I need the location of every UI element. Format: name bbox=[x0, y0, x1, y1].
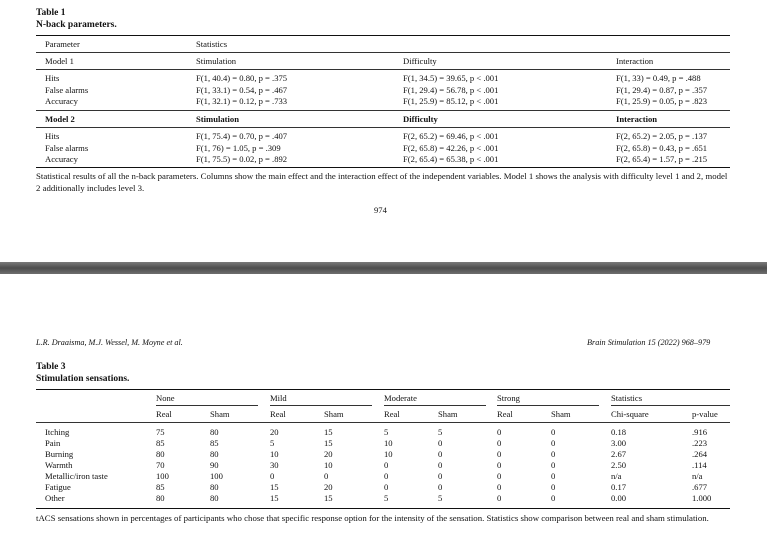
stat-cell: F(2, 65.2) = 69.46, p < .001 bbox=[403, 131, 499, 141]
value-cell: 80 bbox=[210, 449, 219, 459]
table1-top-rule bbox=[36, 35, 730, 36]
value-cell: 0 bbox=[438, 471, 443, 481]
value-cell: n/a bbox=[611, 471, 622, 481]
stat-cell: F(1, 76) = 1.05, p = .309 bbox=[196, 142, 281, 153]
table3-bottom-rule bbox=[36, 508, 730, 509]
value-cell: 0 bbox=[497, 449, 502, 459]
group-rule bbox=[384, 405, 486, 406]
value-cell: .114 bbox=[692, 460, 707, 470]
value-cell: 10 bbox=[384, 449, 393, 459]
sub-header: Real bbox=[156, 409, 172, 419]
value-cell: 0 bbox=[551, 438, 556, 448]
table1-header-statistics: Statistics bbox=[196, 39, 228, 49]
value-cell: 10 bbox=[270, 449, 279, 459]
model1-col-difficulty: Difficulty bbox=[403, 56, 437, 66]
value-cell: 80 bbox=[210, 427, 219, 437]
row-label: Warmth bbox=[45, 460, 73, 470]
value-cell: 0 bbox=[384, 482, 389, 492]
row-label: Accuracy bbox=[45, 96, 78, 106]
top-page bbox=[0, 0, 767, 262]
value-cell: 85 bbox=[156, 438, 165, 448]
value-cell: 0.00 bbox=[611, 493, 627, 503]
stat-cell: F(1, 33.1) = 0.54, p = .467 bbox=[196, 84, 288, 95]
bottom-page bbox=[0, 274, 767, 555]
stat-cell: F(1, 25.9) = 85.12, p < .001 bbox=[403, 96, 499, 106]
value-cell: 0 bbox=[497, 482, 502, 492]
table1-rule bbox=[36, 52, 730, 53]
stat-cell: F(1, 40.4) = 0.80, p = .375 bbox=[196, 73, 288, 83]
model2-col-stimulation: Stimulation bbox=[196, 114, 239, 124]
table1-rule bbox=[36, 110, 730, 111]
table3-rule bbox=[36, 422, 730, 423]
table1-label: Table 1 bbox=[36, 8, 66, 18]
group-header-none: None bbox=[156, 393, 175, 403]
value-cell: 0 bbox=[497, 460, 502, 470]
sub-header: Real bbox=[270, 409, 286, 419]
stat-cell: F(2, 65.8) = 0.43, p = .651 bbox=[616, 142, 708, 153]
value-cell: 75 bbox=[156, 427, 165, 437]
value-cell: 10 bbox=[384, 438, 393, 448]
value-cell: 0 bbox=[551, 482, 556, 492]
group-header-moderate: Moderate bbox=[384, 393, 417, 403]
value-cell: 2.67 bbox=[611, 449, 627, 459]
value-cell: 10 bbox=[324, 460, 333, 470]
sub-header: Sham bbox=[551, 409, 571, 419]
row-label: Metallic/iron taste bbox=[45, 471, 108, 481]
row-label: Hits bbox=[45, 131, 60, 141]
value-cell: 85 bbox=[210, 438, 219, 448]
value-cell: 0 bbox=[551, 460, 556, 470]
stat-cell: F(1, 75.5) = 0.02, p = .892 bbox=[196, 154, 288, 164]
value-cell: 0 bbox=[438, 438, 443, 448]
value-cell: 5 bbox=[384, 493, 389, 503]
group-rule bbox=[497, 405, 599, 406]
value-cell: 15 bbox=[270, 493, 279, 503]
value-cell: .677 bbox=[692, 482, 708, 492]
model1-col-interaction: Interaction bbox=[616, 56, 654, 66]
value-cell: 80 bbox=[210, 493, 219, 503]
row-label: False alarms bbox=[45, 84, 89, 95]
sub-header: Chi-square bbox=[611, 409, 649, 419]
value-cell: 20 bbox=[324, 449, 333, 459]
row-label: Other bbox=[45, 493, 65, 503]
value-cell: 0 bbox=[497, 471, 502, 481]
value-cell: .916 bbox=[692, 427, 708, 437]
stat-cell: F(1, 34.5) = 39.65, p < .001 bbox=[403, 73, 499, 83]
sub-header: Sham bbox=[210, 409, 230, 419]
page-separator bbox=[0, 262, 767, 274]
value-cell: 1.000 bbox=[692, 493, 712, 503]
value-cell: 0 bbox=[384, 471, 389, 481]
group-header-statistics: Statistics bbox=[611, 393, 643, 403]
value-cell: 0 bbox=[497, 493, 502, 503]
value-cell: 90 bbox=[210, 460, 219, 470]
value-cell: 100 bbox=[156, 471, 169, 481]
stat-cell: F(2, 65.8) = 42.26, p < .001 bbox=[403, 142, 499, 153]
value-cell: 0 bbox=[551, 449, 556, 459]
page-number: 974 bbox=[374, 205, 387, 215]
value-cell: 0 bbox=[438, 460, 443, 470]
sub-header: Real bbox=[384, 409, 400, 419]
value-cell: 0 bbox=[270, 471, 275, 481]
group-rule bbox=[270, 405, 372, 406]
value-cell: 0 bbox=[324, 471, 329, 481]
value-cell: 0 bbox=[551, 493, 556, 503]
value-cell: 20 bbox=[270, 427, 279, 437]
table1-bottom-rule bbox=[36, 167, 730, 168]
row-label: Pain bbox=[45, 438, 61, 448]
stat-cell: F(1, 33) = 0.49, p = .488 bbox=[616, 73, 701, 83]
sub-header: Sham bbox=[324, 409, 344, 419]
value-cell: 0 bbox=[551, 427, 556, 437]
value-cell: 0 bbox=[551, 471, 556, 481]
table3-label: Table 3 bbox=[36, 362, 66, 372]
value-cell: 20 bbox=[324, 482, 333, 492]
value-cell: 0 bbox=[497, 427, 502, 437]
value-cell: .264 bbox=[692, 449, 708, 459]
row-label: Hits bbox=[45, 73, 60, 83]
group-rule bbox=[611, 405, 730, 406]
value-cell: 0 bbox=[438, 449, 443, 459]
stat-cell: F(1, 25.9) = 0.05, p = .823 bbox=[616, 96, 708, 106]
value-cell: 85 bbox=[156, 482, 165, 492]
stat-cell: F(1, 29.4) = 0.87, p = .357 bbox=[616, 84, 708, 95]
stat-cell: F(2, 65.4) = 1.57, p = .215 bbox=[616, 154, 708, 164]
value-cell: 0 bbox=[438, 482, 443, 492]
row-label: Itching bbox=[45, 427, 70, 437]
value-cell: 2.50 bbox=[611, 460, 627, 470]
group-header-strong: Strong bbox=[497, 393, 520, 403]
value-cell: n/a bbox=[692, 471, 703, 481]
sub-header: p-value bbox=[692, 409, 718, 419]
stat-cell: F(1, 29.4) = 56.78, p < .001 bbox=[403, 84, 499, 95]
model2-col-difficulty: Difficulty bbox=[403, 114, 438, 124]
value-cell: 5 bbox=[270, 438, 275, 448]
model1-col-stimulation: Stimulation bbox=[196, 56, 237, 66]
value-cell: 0.18 bbox=[611, 427, 627, 437]
table3-note: tACS sensations shown in percentages of participants who chose that specific response option for the intensity of the sensation. Statistics show comparison between real and sham stimulation. bbox=[36, 513, 709, 523]
value-cell: 15 bbox=[324, 438, 333, 448]
running-head-authors: L.R. Draaisma, M.J. Wessel, M. Moyne et al. bbox=[36, 338, 183, 347]
table1-rule bbox=[36, 69, 730, 70]
model2-label: Model 2 bbox=[45, 114, 75, 124]
value-cell: 5 bbox=[438, 493, 443, 503]
value-cell: 15 bbox=[324, 493, 333, 503]
value-cell: .223 bbox=[692, 438, 708, 448]
table1-note: Statistical results of all the n-back parameters. Columns show the main effect and the interaction effect of the independent variables. Model 1 shows the analysis with difficulty level 1 and 2, model 2 additionally includes level 3. bbox=[36, 171, 728, 193]
stat-cell: F(1, 32.1) = 0.12, p = .733 bbox=[196, 96, 288, 106]
row-label: False alarms bbox=[45, 142, 89, 153]
sub-header: Sham bbox=[438, 409, 458, 419]
stat-cell: F(1, 75.4) = 0.70, p = .407 bbox=[196, 131, 288, 141]
group-header-mild: Mild bbox=[270, 393, 287, 403]
stat-cell: F(2, 65.4) = 65.38, p < .001 bbox=[403, 154, 499, 164]
value-cell: 5 bbox=[384, 427, 389, 437]
table3-top-rule bbox=[36, 389, 730, 390]
value-cell: 80 bbox=[156, 449, 165, 459]
running-head-journal: Brain Stimulation 15 (2022) 968–979 bbox=[587, 338, 711, 347]
value-cell: 0 bbox=[497, 438, 502, 448]
value-cell: 80 bbox=[156, 493, 165, 503]
value-cell: 0.17 bbox=[611, 482, 627, 492]
value-cell: 3.00 bbox=[611, 438, 627, 448]
table3-title: Stimulation sensations. bbox=[36, 374, 130, 384]
value-cell: 30 bbox=[270, 460, 279, 470]
row-label: Accuracy bbox=[45, 154, 78, 164]
group-rule bbox=[156, 405, 258, 406]
value-cell: 70 bbox=[156, 460, 165, 470]
value-cell: 80 bbox=[210, 482, 219, 492]
value-cell: 5 bbox=[438, 427, 443, 437]
value-cell: 0 bbox=[384, 460, 389, 470]
value-cell: 100 bbox=[210, 471, 223, 481]
value-cell: 15 bbox=[324, 427, 333, 437]
row-label: Fatigue bbox=[45, 482, 71, 492]
value-cell: 15 bbox=[270, 482, 279, 492]
table1-rule bbox=[36, 127, 730, 128]
sub-header: Real bbox=[497, 409, 513, 419]
table1-title: N-back parameters. bbox=[36, 20, 117, 30]
model1-label: Model 1 bbox=[45, 56, 74, 66]
row-label: Burning bbox=[45, 449, 74, 459]
model2-col-interaction: Interaction bbox=[616, 114, 658, 124]
table1-header-parameter: Parameter bbox=[45, 39, 80, 49]
stat-cell: F(2, 65.2) = 2.05, p = .137 bbox=[616, 131, 708, 141]
